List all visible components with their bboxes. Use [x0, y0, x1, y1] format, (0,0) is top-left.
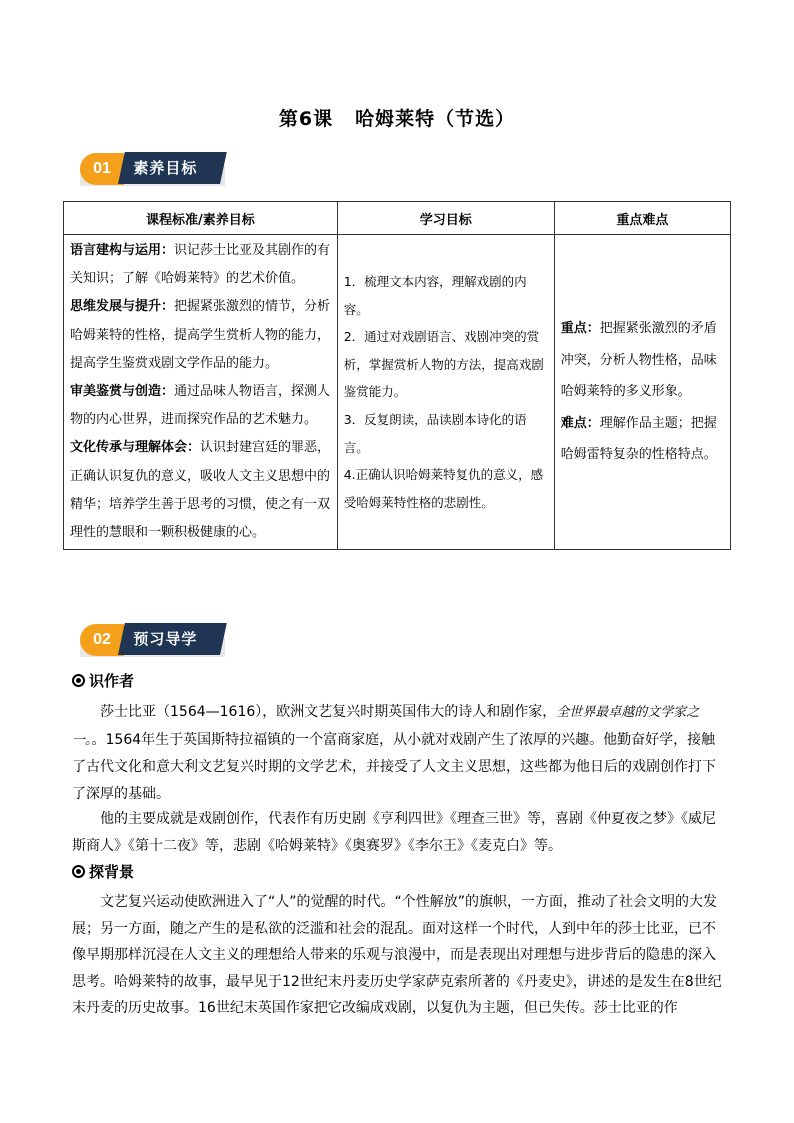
focus-cell	[554, 235, 730, 550]
target-icon	[72, 865, 85, 878]
header-standards: 课程标准/素养目标	[64, 202, 338, 235]
focus-item: 重点：把握紧张激烈的矛盾冲突，分析人物性格，品味哈姆莱特的多义形象。	[560, 321, 717, 400]
objective-item: 3．反复朗读，品读剧本诗化的语言。	[343, 411, 527, 455]
background-paragraph: 文艺复兴运动使欧洲进入了“人”的觉醒的时代。“个性解放”的旗帜，一方面，推动了社会文明的大发展；另一方面，随之产生的是私欲的泛滥和社会的混乱。面对这样一个时代，人到中年的莎士比亚，已不像早期那样沉浸在人文主义的理想给人带来的乐观与浪漫中，而是表现出对理想与进步背后的隐患的深入思考。哈姆莱特的故事，最早见于12世纪末丹麦历史学家萨克索所著的《丹麦史》，讲述的是发生在8世纪末丹麦的历史故事。16世纪末英国作家把它改编成戏剧，以复仇为主题，但已失传。莎士比亚的作	[72, 894, 722, 1016]
author-paragraph-2: 他的主要成就是戏剧创作，代表作有历史剧《亨利四世》《理查三世》等，喜剧《仲夏夜之梦》《威尼斯商人》《第十二夜》等，悲剧《哈姆莱特》《奥赛罗》《李尔王》《麦克白》等。	[72, 811, 716, 854]
lesson-name: 哈姆莱特（节选）	[355, 108, 516, 130]
lesson-number: 第6课	[278, 108, 334, 130]
section-header-goals	[80, 152, 225, 186]
standard-item: 语言建构与运用：识记莎士比亚及其剧作的有关知识；了解《哈姆莱特》的艺术价值。	[70, 243, 331, 287]
objectives-cell	[337, 235, 554, 550]
standard-item: 审美鉴赏与创造：通过品味人物语言，探测人物的内心世界，进而探究作品的艺术魅力。	[70, 384, 331, 428]
section-label: 预习导学	[118, 623, 227, 655]
header-objectives: 学习目标	[337, 202, 554, 235]
objective-item: 1．梳理文本内容，理解戏剧的内容。	[343, 273, 527, 317]
table-row	[64, 235, 731, 550]
section-number: 01	[80, 153, 124, 185]
objective-item: 2．通过对戏剧语言、戏剧冲突的赏析，掌握赏析人物的方法，提高戏剧鉴赏能力。	[343, 329, 544, 400]
background-heading: 探背景	[72, 861, 134, 882]
standard-item: 思维发展与提升：把握紧张激烈的情节，分析哈姆莱特的性格，提高学生赏析人物的能力，提高学生鉴赏戏剧文学作品的能力。	[70, 299, 331, 371]
author-heading: 识作者	[72, 670, 134, 691]
target-icon	[72, 674, 85, 687]
objective-item: 4.正确认识哈姆莱特复仇的意义，感受哈姆莱特性格的悲剧性。	[343, 467, 544, 510]
section-label: 素养目标	[118, 152, 227, 184]
goals-table	[63, 201, 731, 550]
section-number: 02	[80, 624, 124, 656]
header-focus: 重点难点	[554, 202, 730, 235]
focus-item: 难点：理解作品主题；把握哈姆雷特复杂的性格特点。	[560, 415, 717, 463]
standard-item: 文化传承与理解体会：认识封建宫廷的罪恶，正确认识复仇的意义，吸收人文主义思想中的精华；培养学生善于思考的习惯，使之有一双理性的慧眼和一颗积极健康的心。	[70, 440, 331, 541]
table-header-row	[64, 202, 731, 235]
section-header-preview	[80, 623, 225, 657]
author-paragraph-1: 莎士比亚（1564—1616），欧洲文艺复兴时期英国伟大的诗人和剧作家，全世界最卓越的文学家之一。。1564年生于英国斯特拉福镇的一个富商家庭，从小就对戏剧产生了浓厚的兴趣。他勤奋好学，接触了古代文化和意大利文艺复兴时期的文学艺术，并接受了人文主义思想，这些都为他日后的戏剧创作打下了深厚的基础。	[72, 704, 716, 802]
standards-cell	[64, 235, 338, 550]
page-title	[0, 104, 794, 131]
